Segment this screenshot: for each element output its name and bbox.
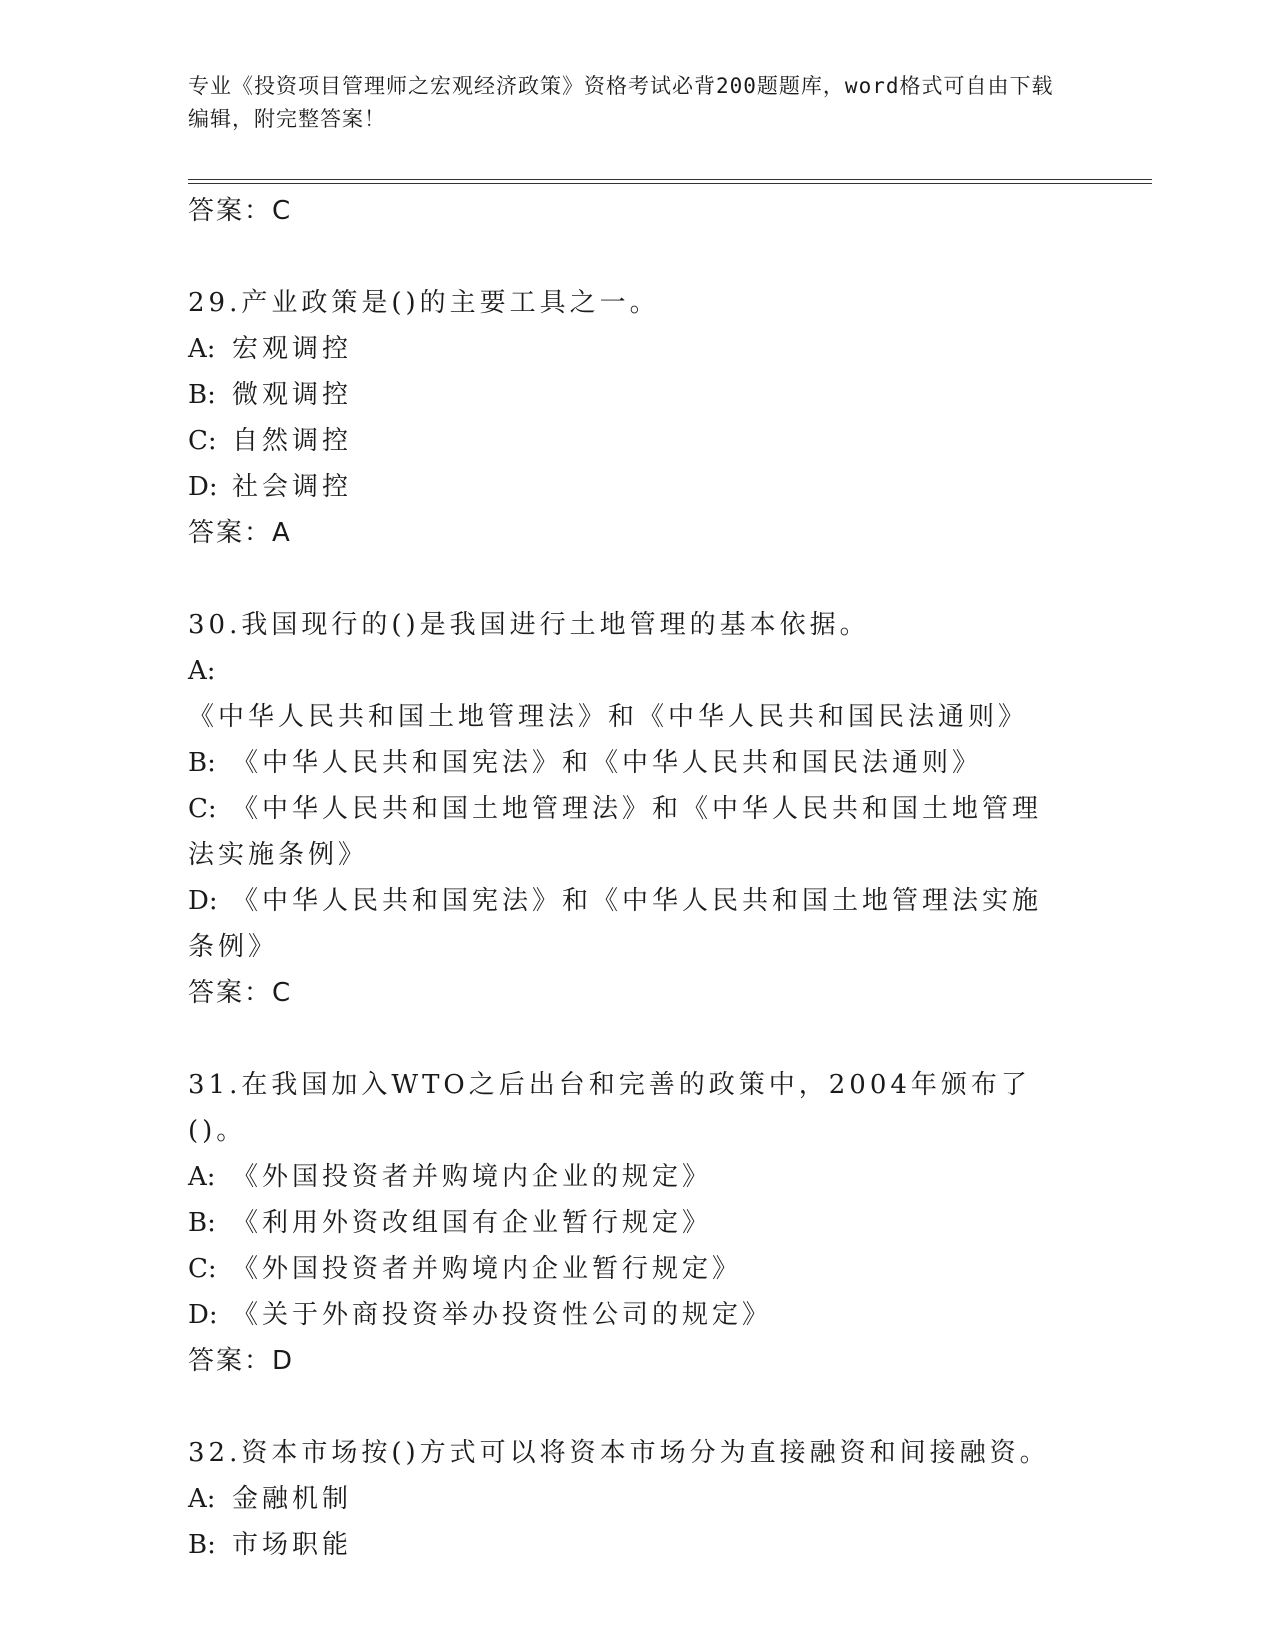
option-d: [188, 464, 1068, 510]
option-text: 宏观调控: [232, 334, 353, 364]
question-stem: 29.产业政策是()的主要工具之一。: [188, 288, 660, 318]
question-stem: 32.资本市场按()方式可以将资本市场分为直接融资和间接融资。: [188, 1438, 1050, 1468]
option-letter: A:: [188, 1162, 216, 1192]
header-rule-bottom: [188, 183, 1152, 184]
option-a: [188, 1154, 1068, 1200]
option-letter: C:: [188, 426, 217, 456]
option-c: [188, 1246, 1068, 1292]
option-a: [188, 326, 1068, 372]
option-letter: C:: [188, 1254, 217, 1284]
question-stem: 30.我国现行的()是我国进行土地管理的基本依据。: [188, 610, 870, 640]
option-text: 市场职能: [232, 1530, 353, 1560]
option-letter: B:: [188, 1530, 216, 1560]
option-text: 《中华人民共和国土地管理法》和《中华人民共和国土地管理法实施条例》: [188, 794, 1043, 870]
option-a: [188, 1476, 1068, 1522]
option-a: [188, 648, 1068, 740]
option-c: [188, 786, 1068, 878]
option-letter: C:: [188, 794, 217, 824]
option-b: [188, 372, 1068, 418]
option-letter: B:: [188, 380, 216, 410]
answer: 答案：C: [188, 978, 293, 1008]
answer: 答案：D: [188, 1346, 295, 1376]
document-header: 专业《投资项目管理师之宏观经济政策》资格考试必背200题题库，word格式可自由下载编辑，附完整答案！: [188, 74, 1054, 131]
option-text: 《中华人民共和国宪法》和《中华人民共和国民法通则》: [232, 748, 983, 778]
question-30: [188, 602, 1068, 1016]
option-text: 《外国投资者并购境内企业暂行规定》: [232, 1254, 743, 1284]
option-letter: B:: [188, 1208, 216, 1238]
option-letter: A:: [188, 334, 216, 364]
option-b: [188, 1522, 1068, 1568]
option-text: 社会调控: [232, 472, 353, 502]
question-31: [188, 1062, 1068, 1384]
option-text: 金融机制: [232, 1484, 353, 1514]
option-letter: D:: [188, 472, 218, 502]
option-letter: A:: [188, 1484, 216, 1514]
question-stem: 31.在我国加入WTO之后出台和完善的政策中，2004年颁布了()。: [188, 1070, 1031, 1146]
question-29: [188, 280, 1068, 556]
option-text: 《中华人民共和国土地管理法》和《中华人民共和国民法通则》: [188, 702, 1029, 732]
option-d: [188, 1292, 1068, 1338]
option-text: 《关于外商投资举办投资性公司的规定》: [232, 1300, 773, 1330]
option-text: 微观调控: [232, 380, 353, 410]
option-d: [188, 878, 1068, 970]
question-32: [188, 1430, 1068, 1568]
option-text: 《外国投资者并购境内企业的规定》: [232, 1162, 713, 1192]
option-letter: D:: [188, 1300, 218, 1330]
option-c: [188, 418, 1068, 464]
document-body: [188, 188, 1068, 1568]
option-text: 《中华人民共和国宪法》和《中华人民共和国土地管理法实施条例》: [188, 886, 1043, 962]
option-text: 自然调控: [232, 426, 353, 456]
option-letter: D:: [188, 886, 218, 916]
option-b: [188, 740, 1068, 786]
option-text: 《利用外资改组国有企业暂行规定》: [232, 1208, 713, 1238]
option-letter: A:: [188, 656, 216, 686]
answer: 答案：A: [188, 518, 292, 548]
header-rule-top: [188, 179, 1152, 180]
option-letter: B:: [188, 748, 216, 778]
previous-answer: 答案：C: [188, 196, 293, 226]
option-b: [188, 1200, 1068, 1246]
